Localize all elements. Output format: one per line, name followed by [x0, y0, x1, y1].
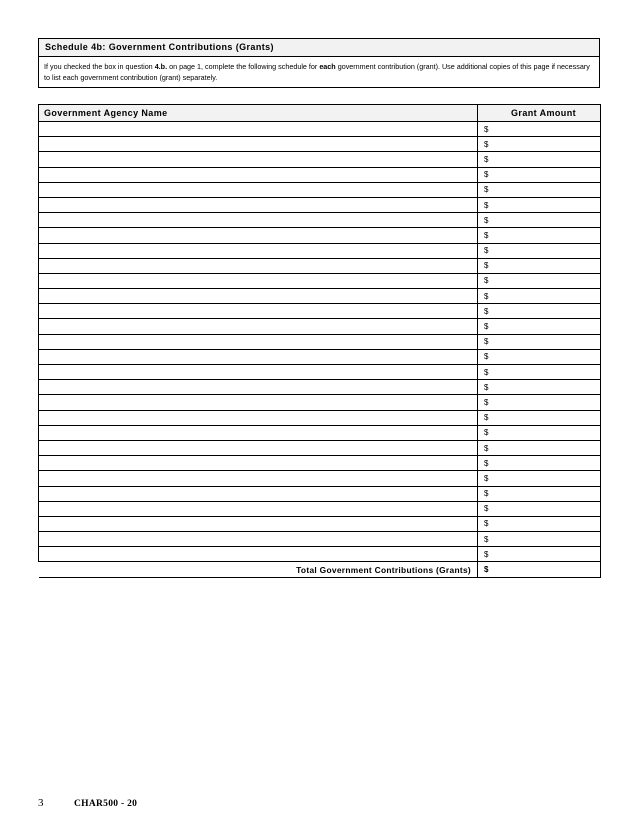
- currency-symbol: $: [484, 185, 489, 195]
- agency-name-header: Government Agency Name: [39, 105, 478, 122]
- grant-amount-field[interactable]: [478, 349, 601, 364]
- currency-symbol: $: [484, 352, 489, 362]
- agency-name-field[interactable]: [39, 258, 478, 273]
- grant-amount-field[interactable]: [478, 440, 601, 455]
- table-row: [39, 152, 601, 167]
- currency-symbol: $: [484, 200, 489, 210]
- grant-amount-field[interactable]: [478, 319, 601, 334]
- currency-symbol: $: [484, 215, 489, 225]
- currency-symbol: $: [484, 261, 489, 271]
- grant-amount-field[interactable]: [478, 380, 601, 395]
- table-row: [39, 501, 601, 516]
- currency-symbol: $: [484, 413, 489, 423]
- agency-name-field[interactable]: [39, 137, 478, 152]
- currency-symbol: $: [484, 443, 489, 453]
- grant-amount-field[interactable]: [478, 486, 601, 501]
- currency-symbol: $: [484, 428, 489, 438]
- grant-amount-field[interactable]: [478, 137, 601, 152]
- page-footer: [38, 797, 137, 809]
- grant-rows: [39, 122, 601, 562]
- agency-name-field[interactable]: [39, 319, 478, 334]
- form-code: CHAR500 - 20: [74, 799, 138, 809]
- agency-name-field[interactable]: [39, 425, 478, 440]
- grant-amount-field[interactable]: [478, 182, 601, 197]
- currency-symbol: $: [484, 367, 489, 377]
- grant-amount-field[interactable]: [478, 167, 601, 182]
- agency-name-field[interactable]: [39, 349, 478, 364]
- agency-name-field[interactable]: [39, 289, 478, 304]
- page-number: 3: [38, 797, 44, 809]
- currency-symbol: $: [484, 322, 489, 332]
- table-row: [39, 516, 601, 531]
- agency-name-field[interactable]: [39, 182, 478, 197]
- agency-name-field[interactable]: [39, 532, 478, 547]
- table-row: [39, 122, 601, 137]
- agency-name-field[interactable]: [39, 456, 478, 471]
- instructions-part2: on page 1, complete the following schedule for: [167, 62, 320, 71]
- table-row: [39, 486, 601, 501]
- agency-name-field[interactable]: [39, 516, 478, 531]
- grant-amount-field[interactable]: [478, 304, 601, 319]
- schedule-instructions: [39, 57, 599, 87]
- table-row: [39, 547, 601, 562]
- grant-amount-field[interactable]: [478, 152, 601, 167]
- currency-symbol: $: [484, 504, 489, 514]
- instructions-emphasis: each: [319, 62, 336, 71]
- agency-name-field[interactable]: [39, 273, 478, 288]
- currency-symbol: $: [484, 473, 489, 483]
- agency-name-field[interactable]: [39, 197, 478, 212]
- grant-amount-field[interactable]: [478, 258, 601, 273]
- grant-amount-field[interactable]: [478, 516, 601, 531]
- table-row: [39, 258, 601, 273]
- currency-symbol: $: [484, 397, 489, 407]
- currency-symbol: $: [484, 291, 489, 301]
- grant-amount-field[interactable]: [478, 273, 601, 288]
- table-row: [39, 380, 601, 395]
- agency-name-field[interactable]: [39, 471, 478, 486]
- currency-symbol: $: [484, 534, 489, 544]
- grant-amount-field[interactable]: [478, 395, 601, 410]
- currency-symbol: $: [484, 139, 489, 149]
- table-row: [39, 456, 601, 471]
- table-row: [39, 532, 601, 547]
- currency-symbol: $: [484, 489, 489, 499]
- agency-name-field[interactable]: [39, 395, 478, 410]
- currency-symbol: $: [484, 154, 489, 164]
- grant-amount-field[interactable]: [478, 456, 601, 471]
- agency-name-field[interactable]: [39, 334, 478, 349]
- grant-amount-field[interactable]: [478, 243, 601, 258]
- table-row: [39, 349, 601, 364]
- agency-name-field[interactable]: [39, 380, 478, 395]
- agency-name-field[interactable]: [39, 167, 478, 182]
- schedule-header-box: [38, 38, 600, 88]
- grant-amount-field[interactable]: [478, 547, 601, 562]
- instructions-part3: government contribution (grant). Use additional copies of this page if necessary to list each government contribution (grant) separately.: [44, 62, 590, 82]
- table-row: [39, 410, 601, 425]
- currency-symbol: $: [484, 230, 489, 240]
- currency-symbol: $: [484, 458, 489, 468]
- agency-name-field[interactable]: [39, 547, 478, 562]
- table-row: [39, 425, 601, 440]
- table-row: [39, 395, 601, 410]
- grant-amount-field[interactable]: [478, 197, 601, 212]
- grant-amount-field[interactable]: [478, 122, 601, 137]
- currency-symbol: $: [484, 519, 489, 529]
- table-row: [39, 273, 601, 288]
- table-row: [39, 319, 601, 334]
- table-row: [39, 471, 601, 486]
- agency-name-field[interactable]: [39, 304, 478, 319]
- currency-symbol: $: [484, 549, 489, 559]
- currency-symbol: $: [484, 246, 489, 256]
- table-row: [39, 182, 601, 197]
- table-row: [39, 243, 601, 258]
- grant-amount-header: Grant Amount: [478, 105, 601, 122]
- grant-amount-field[interactable]: [478, 365, 601, 380]
- currency-symbol: $: [484, 306, 489, 316]
- table-row: [39, 137, 601, 152]
- table-row: [39, 334, 601, 349]
- table-row: [39, 213, 601, 228]
- grant-amount-field[interactable]: [478, 228, 601, 243]
- currency-symbol: $: [484, 337, 489, 347]
- instructions-part1: If you checked the box in question: [44, 62, 155, 71]
- currency-symbol: $: [484, 124, 489, 134]
- currency-symbol: $: [484, 276, 489, 286]
- currency-symbol: $: [484, 170, 489, 180]
- agency-name-field[interactable]: [39, 501, 478, 516]
- total-amount-field[interactable]: [478, 562, 601, 577]
- table-row: [39, 228, 601, 243]
- agency-name-field[interactable]: [39, 365, 478, 380]
- grant-amount-field[interactable]: [478, 471, 601, 486]
- table-row: [39, 365, 601, 380]
- grant-amount-field[interactable]: [478, 289, 601, 304]
- total-row: [39, 562, 601, 577]
- currency-symbol: $: [484, 565, 489, 575]
- agency-name-field[interactable]: [39, 486, 478, 501]
- agency-name-field[interactable]: [39, 213, 478, 228]
- table-row: [39, 289, 601, 304]
- table-row: [39, 197, 601, 212]
- grant-amount-field[interactable]: [478, 410, 601, 425]
- grant-amount-field[interactable]: [478, 213, 601, 228]
- grant-amount-field[interactable]: [478, 334, 601, 349]
- total-label: Total Government Contributions (Grants): [39, 562, 478, 577]
- instructions-question-ref: 4.b.: [154, 62, 168, 71]
- table-row: [39, 440, 601, 455]
- currency-symbol: $: [484, 382, 489, 392]
- table-row: [39, 304, 601, 319]
- agency-name-field[interactable]: [39, 440, 478, 455]
- agency-name-field[interactable]: [39, 122, 478, 137]
- agency-name-field[interactable]: [39, 152, 478, 167]
- grants-table: [38, 104, 601, 578]
- grant-amount-field[interactable]: [478, 501, 601, 516]
- grant-amount-field[interactable]: [478, 425, 601, 440]
- table-header-row: [39, 105, 601, 122]
- grant-amount-field[interactable]: [478, 532, 601, 547]
- table-row: [39, 167, 601, 182]
- agency-name-field[interactable]: [39, 410, 478, 425]
- agency-name-field[interactable]: [39, 228, 478, 243]
- agency-name-field[interactable]: [39, 243, 478, 258]
- schedule-title: Schedule 4b: Government Contributions (Grants): [39, 39, 599, 57]
